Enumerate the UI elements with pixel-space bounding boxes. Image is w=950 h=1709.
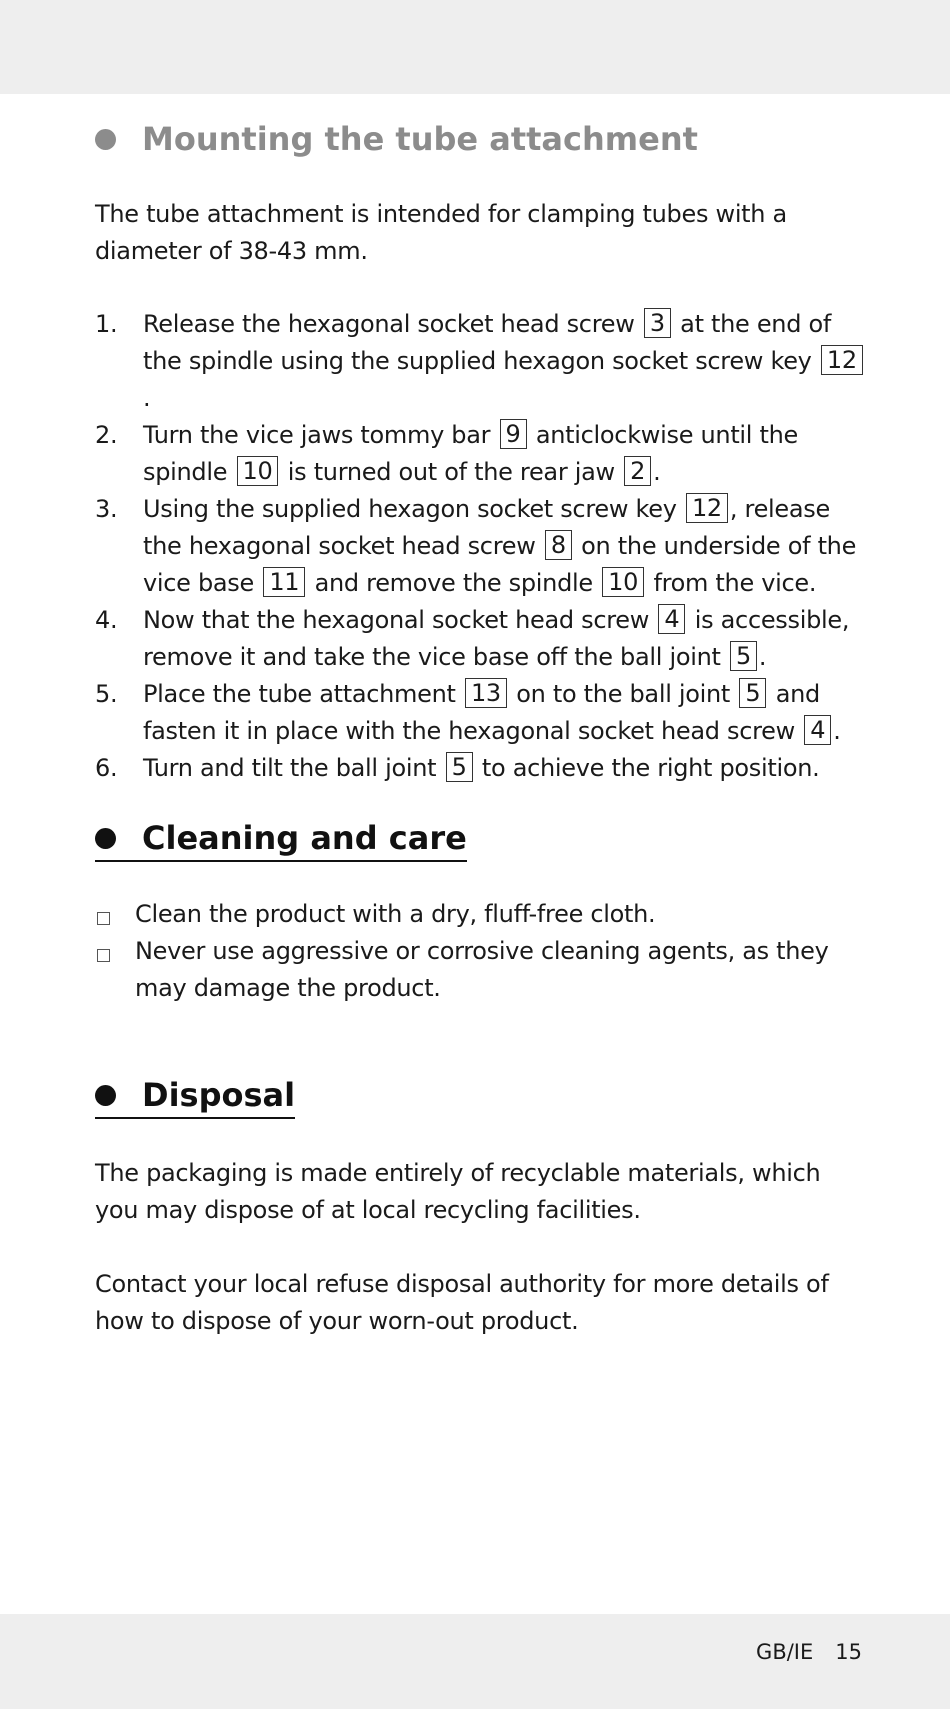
step-text — [143, 417, 865, 491]
heading-mounting — [95, 119, 698, 159]
footer-region: GB/IE — [756, 1640, 814, 1664]
step-text-run: . — [758, 643, 767, 671]
part-reference-number: 4 — [804, 715, 831, 745]
heading-disposal — [95, 1075, 295, 1119]
step-text-run: Place the tube attachment — [143, 680, 463, 708]
bullet-dot-icon — [95, 828, 116, 849]
step-text-run: Now that the hexagonal socket head screw — [143, 606, 657, 634]
cleaning-bullets-list — [95, 896, 865, 1007]
page-footer — [756, 1634, 862, 1670]
bullet-dot-icon — [95, 129, 116, 150]
step-text-run: on the underside of the vice base — [143, 532, 857, 597]
step-text — [143, 306, 865, 417]
cleaning-bullet — [95, 933, 865, 1007]
step-number: 1. — [95, 310, 118, 338]
step-text-run: Turn the vice jaws tommy bar — [143, 421, 498, 449]
part-reference-number: 13 — [465, 678, 507, 708]
step-text-run: Release the hexagonal socket head screw — [143, 310, 642, 338]
step-text-run: . — [143, 384, 151, 412]
part-reference-number: 8 — [545, 530, 572, 560]
step-text-run: Turn and tilt the ball joint — [143, 754, 444, 782]
step-text — [143, 491, 865, 602]
mounting-step — [95, 750, 865, 787]
disposal-paragraph-2: Contact your local refuse disposal authority for more details of how to dispose of your worn-out product. — [95, 1270, 829, 1335]
cleaning-bullet — [95, 896, 865, 933]
heading-cleaning — [95, 818, 467, 862]
mounting-step — [95, 491, 865, 602]
mounting-steps-list — [95, 306, 865, 787]
disposal-paragraph-1: The packaging is made entirely of recyclable materials, which you may dispose of at local recycling facilities. — [95, 1159, 821, 1224]
top-margin-band — [0, 0, 950, 94]
part-reference-number: 11 — [263, 567, 305, 597]
step-text-run: and remove the spindle — [307, 569, 601, 597]
step-number: 2. — [95, 421, 118, 449]
part-reference-number: 2 — [624, 456, 651, 486]
cleaning-bullet-text: Never use aggressive or corrosive cleaning agents, as they may damage the product. — [135, 937, 829, 1002]
step-text-run: from the vice. — [646, 569, 817, 597]
part-reference-number: 5 — [739, 678, 766, 708]
heading-cleaning-text: Cleaning and care — [142, 819, 467, 857]
step-number: 6. — [95, 754, 118, 782]
step-text-run: at the end of the spindle using the supplied hexagon socket screw key — [143, 310, 832, 375]
part-reference-number: 5 — [446, 752, 473, 782]
part-reference-number: 10 — [602, 567, 644, 597]
step-text — [143, 750, 865, 787]
step-number: 3. — [95, 495, 118, 523]
square-bullet-icon — [97, 912, 110, 925]
step-text-run: . — [833, 717, 841, 745]
step-text-run: on to the ball joint — [508, 680, 738, 708]
step-text-run: and fasten it in place with the hexagonal socket head screw — [143, 680, 820, 745]
step-text-run: to achieve the right position. — [474, 754, 820, 782]
part-reference-number: 9 — [500, 419, 527, 449]
mounting-step — [95, 306, 865, 417]
bullet-dot-icon — [95, 1085, 116, 1106]
step-text-run: , release the hexagonal socket head screw — [143, 495, 830, 560]
step-text-run: . — [653, 458, 661, 486]
page-number: 15 — [835, 1640, 862, 1664]
step-number: 5. — [95, 680, 118, 708]
step-text-run: is accessible, remove it and take the vice base off the ball joint — [143, 606, 850, 671]
step-text-run: Using the supplied hexagon socket screw key — [143, 495, 684, 523]
part-reference-number: 5 — [730, 641, 757, 671]
cleaning-bullet-text: Clean the product with a dry, fluff-free cloth. — [135, 900, 656, 928]
part-reference-number: 10 — [237, 456, 279, 486]
heading-mounting-text: Mounting the tube attachment — [142, 120, 698, 158]
mounting-intro: The tube attachment is intended for clamping tubes with a diameter of 38-43 mm. — [95, 200, 787, 265]
square-bullet-icon — [97, 949, 110, 962]
part-reference-number: 3 — [644, 308, 671, 338]
step-text — [143, 602, 865, 676]
part-reference-number: 12 — [686, 493, 728, 523]
step-number: 4. — [95, 606, 118, 634]
step-text-run: anticlockwise until the spindle — [143, 421, 798, 486]
mounting-step — [95, 676, 865, 750]
step-text-run: is turned out of the rear jaw — [280, 458, 623, 486]
heading-disposal-text: Disposal — [142, 1076, 296, 1114]
part-reference-number: 12 — [821, 345, 863, 375]
mounting-step — [95, 417, 865, 491]
part-reference-number: 4 — [658, 604, 685, 634]
step-text — [143, 676, 865, 750]
mounting-step — [95, 602, 865, 676]
